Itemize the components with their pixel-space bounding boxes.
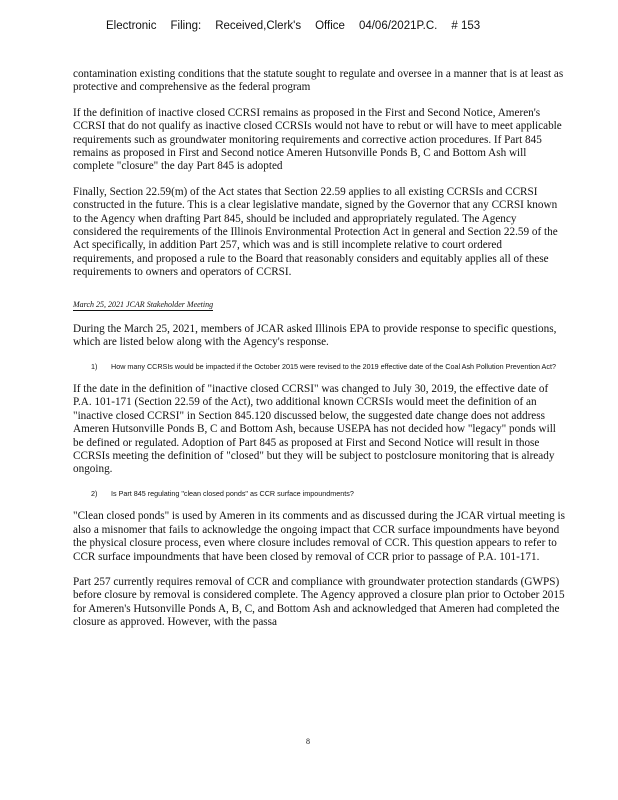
paragraph-1: contamination existing conditions that the statute sought to regulate and oversee in a manner that is at least as protective and comprehensive as the federal program xyxy=(73,68,564,94)
header-office: Office xyxy=(315,20,345,32)
header-received: Received,Clerk's xyxy=(215,20,302,32)
paragraph-5: If the date in the definition of "inactive closed CCRSI" was changed to July 30, 2019, the effective date of P.A. 101-171 (Section 22.59 of the Act), two additional known CCRSIs would meet the definition of an "inactive closed CCRSI" in Section 845.120 discussed below, the suggested date change does not address Ameren Hutsonville Ponds B, C and Bottom Ash, because USEPA has not decided how "legacy" ponds will be defined or regulated. Adoption of Part 845 as proposed at First and Second Notice will result in those CCRSIs meeting the definition of "closed" but they will be subject to postclosure monitoring that is already ongoing. xyxy=(73,383,556,476)
header-number: # 153 xyxy=(451,20,481,32)
paragraph-3: Finally, Section 22.59(m) of the Act states that Section 22.59 applies to all existing CCRSIs and CCRSI constructed in the future. This is a clear legislative mandate, signed by the Governor that any CCRSI known to the Agency when drafting Part 845, should be included and appropriately regulated. The Agency considered the requirements of the Illinois Environmental Protection Act in general and Section 22.59 of the Act specifically, in addition Part 257, which was and is still incomplete relative to court ordered requirements, and proposed a rule to the Board that reasonably considers and equitably applies all of these requirements to owners and operators of CCRSI. xyxy=(73,185,558,279)
header-date: 04/06/2021P.C. xyxy=(358,20,438,32)
page-number: 8 xyxy=(306,737,310,746)
question-1-number: 1) xyxy=(91,361,98,371)
question-2-text: Is Part 845 regulating "clean closed ponds" as CCR surface impoundments? xyxy=(111,488,354,498)
paragraph-7: Part 257 currently requires removal of CCR and compliance with groundwater protection standards (GWPS) before closure by removal is considered complete. The Agency approved a closure plan prior to October 2015 for Ameren's Hutsonville Ponds A, B, C, and Bottom Ash and acknowledged that Ameren had completed the closure as approved. However, with the passa xyxy=(73,575,565,629)
document-body xyxy=(73,68,565,642)
paragraph-2: If the definition of inactive closed CCRSI remains as proposed in the First and Second Notice, Ameren's CCRSI that do not qualify as inactive closed CCRSIs would not have to rebut or will have to meet applicable requirements such as groundwater monitoring requirements and corrective action procedures. If Part 845 remains as proposed in First and Second notice Ameren Hutsonville Ponds B, C and Bottom Ash will complete "closure" the day Part 845 is adopted xyxy=(73,106,562,173)
paragraph-6: "Clean closed ponds" is used by Ameren in its comments and as discussed during the JCAR virtual meeting is also a misnomer that fails to acknowledge the ongoing impact that CCR surface impoundments have beyond the physical closure process, even where closure includes removal of CCR. This question appears to refer to CCR surface impoundments that have been closed by removal of CCR prior to passage of P.A. 101-171. xyxy=(73,510,565,563)
filing-header xyxy=(106,20,526,32)
question-1 xyxy=(91,362,565,372)
section-heading: March 25, 2021 JCAR Stakeholder Meeting xyxy=(73,299,214,309)
question-2-number: 2) xyxy=(91,488,98,498)
header-electronic: Electronic xyxy=(106,20,157,32)
header-filing: Filing: xyxy=(170,20,202,32)
paragraph-4: During the March 25, 2021, members of JCAR asked Illinois EPA to provide response to specific questions, which are listed below along with the Agency's response. xyxy=(73,322,557,349)
question-2 xyxy=(91,489,565,499)
question-1-text: How many CCRSIs would be impacted if the October 2015 were revised to the 2019 effective date of the Coal Ash Pollution Prevention Act? xyxy=(111,361,556,371)
